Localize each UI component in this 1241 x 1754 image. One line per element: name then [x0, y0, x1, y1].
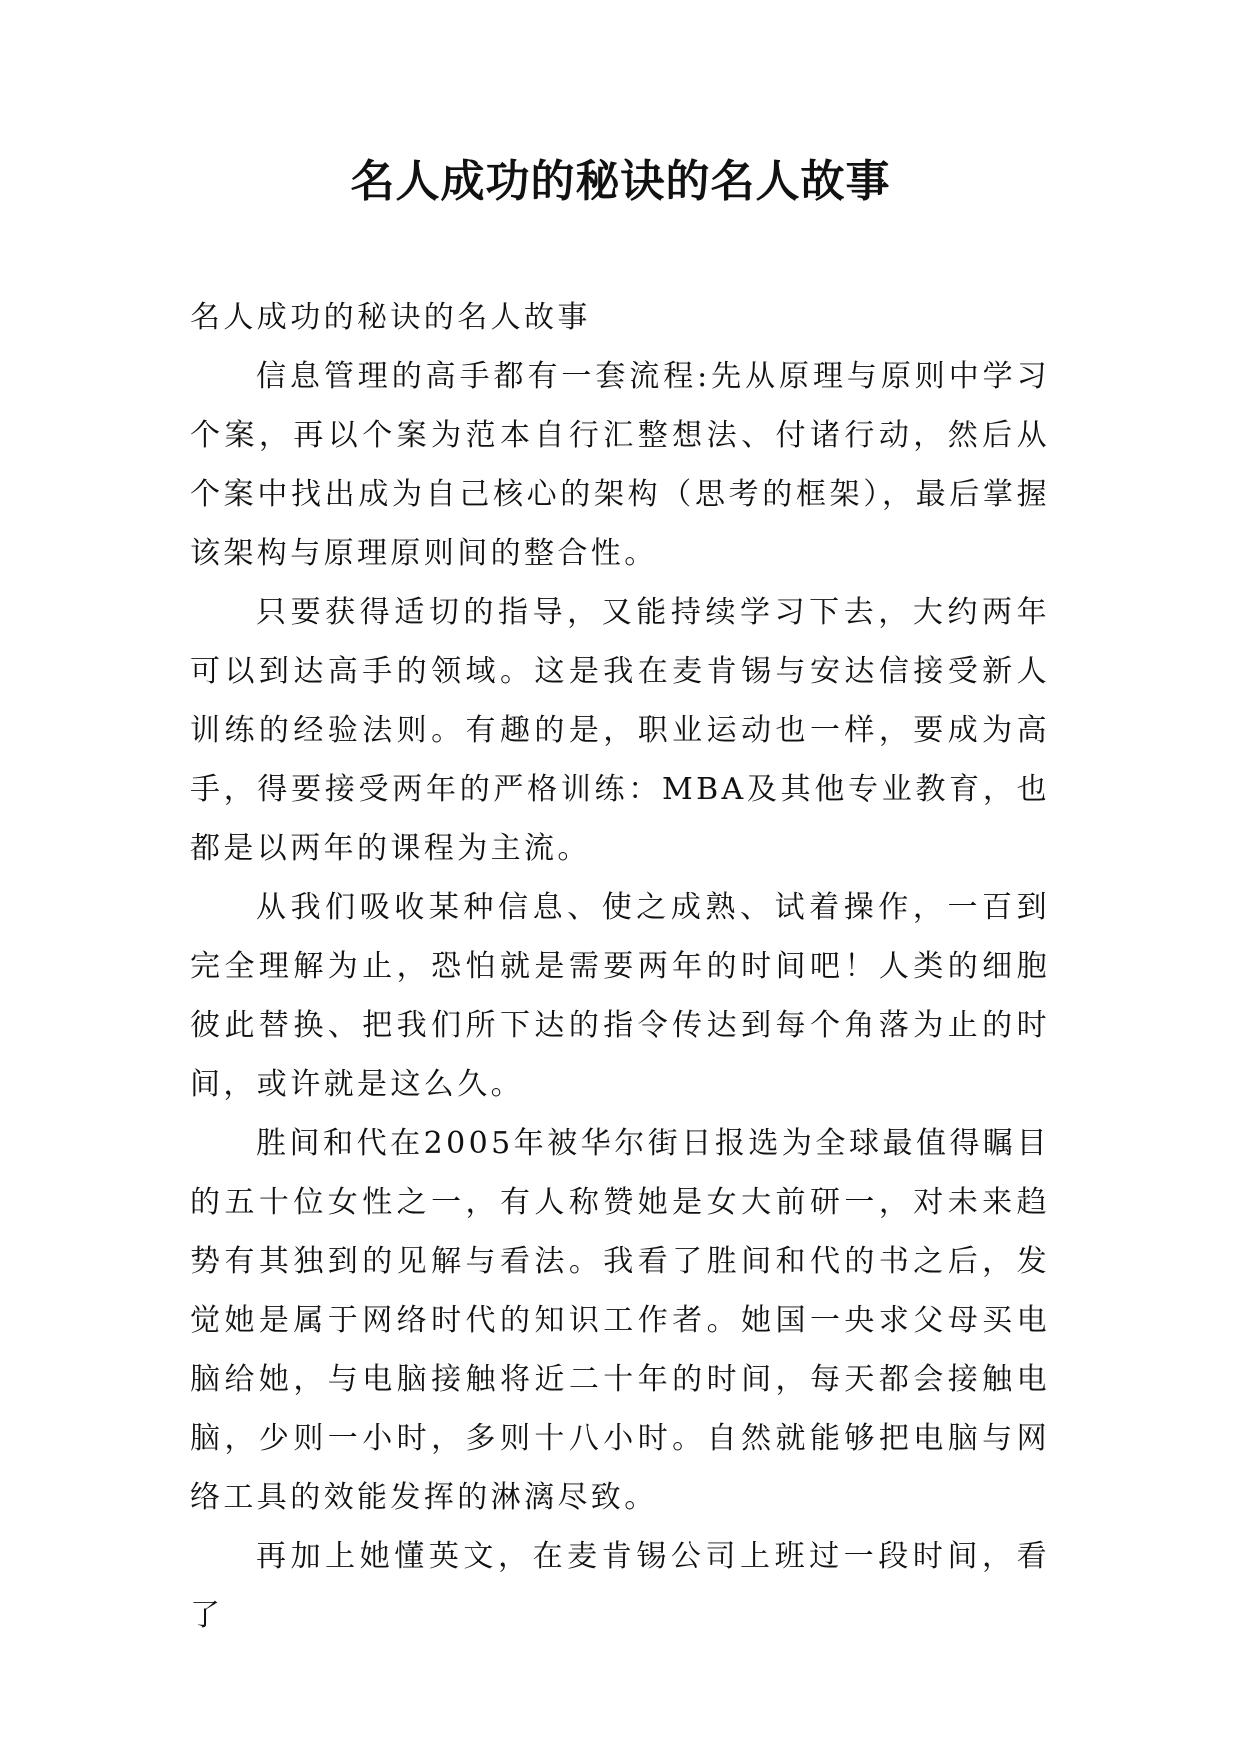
- document-body: [190, 288, 1050, 1645]
- paragraph-2: 只要获得适切的指导，又能持续学习下去，大约两年可以到达高手的领域。这是我在麦肯锡与安达信接受新人训练的经验法则。有趣的是，职业运动也一样，要成为高手，得要接受两年的严格训练：MBA及其他专业教育，也都是以两年的课程为主流。: [190, 595, 1050, 866]
- paragraph-4: 胜间和代在2005年被华尔街日报选为全球最值得瞩目的五十位女性之一，有人称赞她是女大前研一，对未来趋势有其独到的见解与看法。我看了胜间和代的书之后，发觉她是属于网络时代的知识工作者。她国一央求父母买电脑给她，与电脑接触将近二十年的时间，每天都会接触电脑，少则一小时，多则十八小时。自然就能够把电脑与网络工具的效能发挥的淋漓尽致。: [190, 1126, 1050, 1515]
- paragraph-3: 从我们吸收某种信息、使之成熟、试着操作，一百到完全理解为止，恐怕就是需要两年的时间吧！人类的细胞彼此替换、把我们所下达的指令传达到每个角落为止的时间，或许就是这么久。: [190, 890, 1050, 1102]
- paragraph-5: 再加上她懂英文，在麦肯锡公司上班过一段时间，看了: [190, 1539, 1050, 1633]
- document-title: 名人成功的秘诀的名人故事: [350, 156, 891, 207]
- paragraph-1: 信息管理的高手都有一套流程:先从原理与原则中学习个案，再以个案为范本自行汇整想法、付诸行动，然后从个案中找出成为自己核心的架构（思考的框架），最后掌握该架构与原理原则间的整合性。: [190, 359, 1050, 571]
- paragraph-subtitle: 名人成功的秘诀的名人故事: [190, 300, 591, 335]
